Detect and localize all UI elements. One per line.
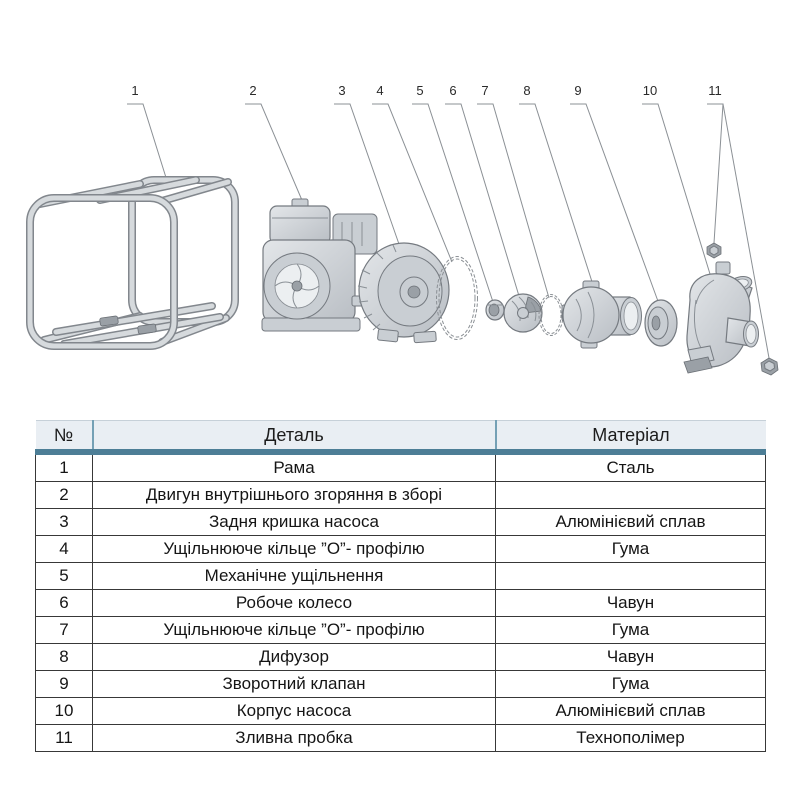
row-part: Робоче колесо — [93, 590, 496, 617]
row-material: Алюмінієвий сплав — [496, 698, 766, 725]
table-row — [36, 590, 766, 617]
row-number: 10 — [36, 698, 93, 725]
callout-10: 10 — [642, 83, 658, 98]
part-drain-plug-top — [707, 243, 721, 258]
table-row — [36, 509, 766, 536]
row-part: Дифузор — [93, 644, 496, 671]
parts-table — [35, 420, 766, 752]
table-header-row — [36, 421, 766, 453]
row-material: Сталь — [496, 452, 766, 482]
callout-11: 11 — [708, 83, 722, 98]
table-row — [36, 725, 766, 752]
part-check-valve — [645, 300, 677, 346]
row-material: Гума — [496, 671, 766, 698]
callout-4: 4 — [376, 83, 384, 98]
table-row — [36, 671, 766, 698]
table-row — [36, 698, 766, 725]
row-material: Технополімер — [496, 725, 766, 752]
row-part: Зворотний клапан — [93, 671, 496, 698]
row-part: Зливна пробка — [93, 725, 496, 752]
row-material — [496, 563, 766, 590]
table-row — [36, 644, 766, 671]
row-number: 1 — [36, 452, 93, 482]
row-number: 2 — [36, 482, 93, 509]
row-part: Механічне ущільнення — [93, 563, 496, 590]
row-number: 8 — [36, 644, 93, 671]
row-material — [496, 482, 766, 509]
callout-6: 6 — [449, 83, 457, 98]
row-material: Чавун — [496, 590, 766, 617]
part-o-ring-small — [539, 295, 563, 336]
table-row — [36, 452, 766, 482]
row-material: Алюмінієвий сплав — [496, 509, 766, 536]
row-number: 9 — [36, 671, 93, 698]
part-drain-plug-bottom — [761, 358, 778, 375]
part-pump-casing — [684, 262, 759, 373]
row-number: 6 — [36, 590, 93, 617]
part-frame — [30, 180, 235, 346]
row-part: Задня кришка насоса — [93, 509, 496, 536]
part-mechanical-seal — [486, 300, 504, 320]
table-row — [36, 617, 766, 644]
col-header-part: Деталь — [93, 421, 496, 453]
col-header-number: № — [36, 421, 93, 453]
col-header-material: Матеріал — [496, 421, 766, 453]
part-rear-cover — [358, 243, 449, 343]
table-row — [36, 536, 766, 563]
row-number: 5 — [36, 563, 93, 590]
callout-1: 1 — [131, 83, 139, 98]
row-part: Рама — [93, 452, 496, 482]
row-part: Корпус насоса — [93, 698, 496, 725]
row-number: 11 — [36, 725, 93, 752]
part-diffuser — [562, 281, 642, 348]
row-part: Ущільнююче кільце ”О”- профілю — [93, 617, 496, 644]
callout-5: 5 — [416, 83, 424, 98]
table-row — [36, 482, 766, 509]
callout-9: 9 — [574, 83, 582, 98]
row-number: 3 — [36, 509, 93, 536]
table-row — [36, 563, 766, 590]
callout-8: 8 — [523, 83, 531, 98]
part-impeller — [504, 294, 542, 332]
row-material: Гума — [496, 536, 766, 563]
row-number: 7 — [36, 617, 93, 644]
row-part: Ущільнююче кільце ”О”- профілю — [93, 536, 496, 563]
callout-3: 3 — [338, 83, 346, 98]
callout-7: 7 — [481, 83, 489, 98]
row-material: Чавун — [496, 644, 766, 671]
row-number: 4 — [36, 536, 93, 563]
part-engine — [262, 199, 377, 331]
callout-2: 2 — [249, 83, 257, 98]
parts-table-body — [36, 452, 766, 752]
row-material: Гума — [496, 617, 766, 644]
row-part: Двигун внутрішнього згоряння в зборі — [93, 482, 496, 509]
